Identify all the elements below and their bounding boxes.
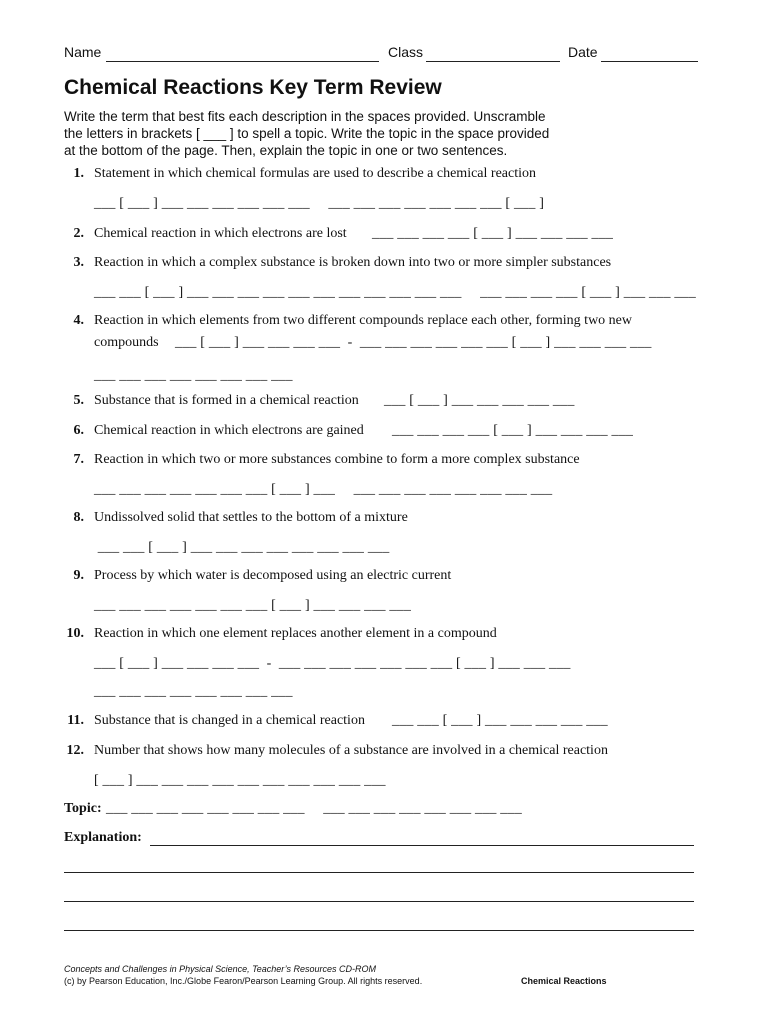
answer-blanks[interactable]: [ ___ ] ___ ___ ___ ___ ___ ___ ___ ___ ___ ___ xyxy=(94,773,386,788)
item-number: 12. xyxy=(66,743,84,758)
item-description: Undissolved solid that settles to the bottom of a mixture xyxy=(94,510,408,525)
item-description-continued: compounds xyxy=(94,335,159,350)
answer-blanks[interactable]: ___ ___ ___ ___ ___ ___ ___ ___ xyxy=(94,684,293,699)
explanation-line[interactable] xyxy=(64,930,694,931)
date-field[interactable] xyxy=(601,61,698,62)
item-description: Substance that is formed in a chemical reaction xyxy=(94,393,359,408)
instructions-line-3: at the bottom of the page. Then, explain the topic in one or two sentences. xyxy=(64,143,508,158)
item-description: Process by which water is decomposed using an electric current xyxy=(94,568,452,583)
item-number: 2. xyxy=(73,226,84,241)
class-field[interactable] xyxy=(426,61,560,62)
date-label: Date xyxy=(568,44,598,60)
page-title: Chemical Reactions Key Term Review xyxy=(64,76,442,99)
item-number: 1. xyxy=(73,166,84,181)
answer-blanks[interactable]: ___ ___ ___ ___ ___ ___ ___ [ ___ ] ___ ___ ___ ___ ___ ___ ___ ___ ___ xyxy=(94,482,553,497)
instructions-line-2: the letters in brackets [ ___ ] to spell a topic. Write the topic in the space provided xyxy=(64,126,550,141)
name-label: Name xyxy=(64,44,102,60)
explanation-label: Explanation: xyxy=(64,830,142,845)
explanation-line[interactable] xyxy=(150,845,694,846)
item-number: 3. xyxy=(73,255,84,270)
item-description: Chemical reaction in which electrons are gained xyxy=(94,423,364,438)
item-number: 9. xyxy=(73,568,84,583)
item-number: 4. xyxy=(73,313,84,328)
footer-source: Concepts and Challenges in Physical Science, Teacher’s Resources CD-ROM xyxy=(64,964,376,974)
item-number: 11. xyxy=(67,713,84,728)
answer-blanks[interactable]: ___ [ ___ ] ___ ___ ___ ___ - ___ ___ ___ ___ ___ ___ [ ___ ] ___ ___ ___ ___ xyxy=(175,335,652,350)
answer-blanks[interactable]: ___ [ ___ ] ___ ___ ___ ___ - ___ ___ ___ ___ ___ ___ ___ [ ___ ] ___ ___ ___ xyxy=(94,656,571,671)
item-description: Reaction in which a complex substance is broken down into two or more simpler substances xyxy=(94,255,612,270)
answer-blanks[interactable]: ___ ___ ___ ___ [ ___ ] ___ ___ ___ ___ xyxy=(372,226,614,241)
item-description: Reaction in which two or more substances combine to form a more complex substance xyxy=(94,452,580,467)
item-number: 10. xyxy=(66,626,84,641)
item-description: Statement in which chemical formulas are used to describe a chemical reaction xyxy=(94,166,536,181)
explanation-line[interactable] xyxy=(64,901,694,902)
item-number: 5. xyxy=(73,393,84,408)
answer-blanks[interactable]: ___ ___ [ ___ ] ___ ___ ___ ___ ___ xyxy=(392,713,608,728)
footer-chapter: Chemical Reactions xyxy=(521,976,607,986)
name-field[interactable] xyxy=(106,61,379,62)
answer-blanks[interactable]: ___ [ ___ ] ___ ___ ___ ___ ___ ___ ___ ___ ___ ___ ___ ___ ___ [ ___ ] xyxy=(94,196,545,211)
item-description: Chemical reaction in which electrons are lost xyxy=(94,226,347,241)
answer-blanks[interactable]: ___ [ ___ ] ___ ___ ___ ___ ___ xyxy=(384,393,575,408)
answer-blanks[interactable]: ___ ___ [ ___ ] ___ ___ ___ ___ ___ ___ ___ ___ xyxy=(94,540,390,555)
item-description: Number that shows how many molecules of a substance are involved in a chemical reaction xyxy=(94,743,608,758)
item-description: Reaction in which one element replaces another element in a compound xyxy=(94,626,497,641)
footer-copyright: (c) by Pearson Education, Inc./Globe Fearon/Pearson Learning Group. All rights reserved. xyxy=(64,976,423,986)
topic-blanks[interactable]: ___ ___ ___ ___ ___ ___ ___ ___ ___ ___ ___ ___ ___ ___ ___ ___ xyxy=(106,801,522,816)
explanation-line[interactable] xyxy=(64,872,694,873)
item-description: Substance that is changed in a chemical reaction xyxy=(94,713,365,728)
topic-label: Topic: xyxy=(64,801,102,816)
instructions-line-1: Write the term that best fits each description in the spaces provided. Unscramble xyxy=(64,109,546,124)
answer-blanks[interactable]: ___ ___ [ ___ ] ___ ___ ___ ___ ___ ___ ___ ___ ___ ___ ___ ___ ___ ___ ___ [ ___ ] ___ ___ ___ xyxy=(94,285,696,300)
item-number: 7. xyxy=(73,452,84,467)
answer-blanks[interactable]: ___ ___ ___ ___ ___ ___ ___ ___ xyxy=(94,368,293,383)
class-label: Class xyxy=(388,44,424,60)
item-number: 8. xyxy=(73,510,84,525)
answer-blanks[interactable]: ___ ___ ___ ___ ___ ___ ___ [ ___ ] ___ ___ ___ ___ xyxy=(94,598,412,613)
answer-blanks[interactable]: ___ ___ ___ ___ [ ___ ] ___ ___ ___ ___ xyxy=(392,423,634,438)
item-description: Reaction in which elements from two different compounds replace each other, forming two new xyxy=(94,313,633,328)
item-number: 6. xyxy=(73,423,84,438)
